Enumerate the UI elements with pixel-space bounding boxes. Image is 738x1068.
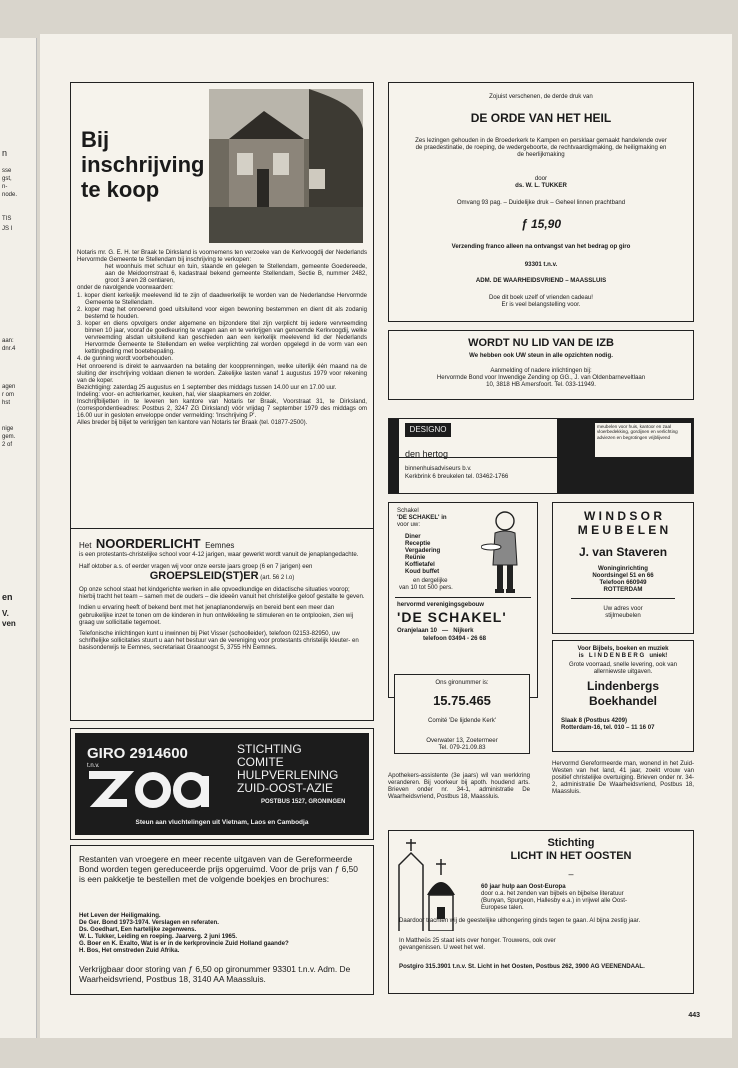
restanten-item: Ds. Goedhart, Een hartelijke zegenwens. <box>79 926 197 934</box>
schakel-intro1: Schakel <box>397 507 419 514</box>
windsor-l6: stijlmeubelen <box>605 612 641 619</box>
orde-shipping: Verzending franco alleen na ontvangst van het bedrag op giro <box>451 243 631 250</box>
zoa-panel <box>75 733 369 835</box>
schakel-item: Diner <box>405 533 421 540</box>
previous-page-fragment: node. <box>2 192 18 198</box>
waiter-illustration <box>481 509 529 595</box>
zoa-line: COMITE <box>237 755 284 769</box>
previous-page-fragment: dnr.4 <box>2 346 16 352</box>
school-p1: Op onze school staat het kindgerichte werken in alle opvoedkundige en didactische situaties voorop; hierbij tracht het team – samen met de ouders – die ideeën vanuit het christelijke geloof gestalte te geven. <box>79 586 365 601</box>
previous-page-edge <box>0 38 37 1038</box>
restanten-list <box>79 912 367 955</box>
schakel-item: Reünie <box>405 554 426 562</box>
schakel-item: Koud buffet <box>405 568 440 576</box>
house-photo <box>209 89 363 243</box>
linden-addr2: Rotterdam-16, tel. 010 – 11 16 07 <box>561 724 655 731</box>
designo-services: meubelen voor huis, kantoor en zaal vloerbedekking, gordijnen en verlichting adviezen en begrotingen vrijblijvend <box>595 423 691 457</box>
windsor-title2: M E U B E L E N <box>577 523 669 537</box>
school-start: Half oktober a.s. of eerder vragen wij voor onze eerste jaars groep (6 en 7 jarigen) een <box>79 563 313 571</box>
ad-lijdende-kerk <box>394 674 530 754</box>
windsor-l1: Woninginrichting <box>598 565 648 572</box>
ad-condition: 3. koper en diens opvolgers onder algemene en bijzondere titel zijn verplicht bij iedere vervreemding binnen 10 jaar, vooraf de goedkeuring te vragen aan en te verkrijgen van genoemde Kerkvoogdij, welke vervreemding alsdan uitsluitend kan geschieden aan een kerkelijk meelevend lid der Nederlands Hervormde Gemeente te Stellendam en welke verplichting zal worden opgelegd in de vorm van een kettingbeding met boetebepaling. <box>77 319 367 356</box>
designo-name: den hertog <box>405 449 449 459</box>
previous-page-fragment: aan: <box>2 338 14 344</box>
giro-addr1: Overwater 13, Zoetermeer <box>426 737 498 744</box>
previous-page-fragment: 2 of <box>2 442 13 448</box>
schakel-extra2: van 10 tot 500 pers. <box>399 584 453 591</box>
ad-intro: Notaris mr. G. E. H. ter Braak te Dirksland is voornemens ten verzoeke van de Kerkvoogdij der Nederlands Hervormde Gemeente te Stellendam bij inschrijving te verkopen: <box>77 249 367 264</box>
ad-object: het woonhuis met schuur en tuin, staande en gelegen te Stellendam, gemeente Goedereede, aan de Meidoornstraat 6, kadastraal bekend gemeente Stellendam, Sectie B, nummer 2482, groot 3 aren 28 centiaren, <box>105 263 367 285</box>
previous-page-fragment: agen <box>2 384 16 390</box>
zoa-line: HULPVERLENING <box>237 768 339 782</box>
linden-l1: Voor Bijbels, boeken en muziek <box>577 645 669 652</box>
ad-book-orde <box>388 82 694 322</box>
previous-page-fragment: en <box>2 592 13 602</box>
ad-lindenbergs <box>552 640 694 752</box>
page-number: 443 <box>688 1012 700 1019</box>
giro-label: Ons gironummer is: <box>435 679 489 686</box>
ad-windsor <box>552 502 694 634</box>
schakel-items <box>405 533 440 576</box>
orde-desc: Zes lezingen gehouden in de Broederkerk te Kampen en persklaar gemaakt handelende over de praedestinatie, de roeping, de wedergeboorte, de rechtvaardigmaking, de heiligmaking en de heerlijkmaking <box>415 137 667 159</box>
ad-condition: 4. de gunning wordt voorbehouden. <box>77 355 173 363</box>
ad-house-for-sale <box>70 82 374 550</box>
giro-number: 15.75.465 <box>433 693 491 708</box>
giro-org: Comité 'De lijdende Kerk' <box>427 717 497 724</box>
ad-izb <box>388 330 694 400</box>
ad-condition: 2. koper mag het onroerend goed uitsluitend voor eigen bewoning bestemmen en dient dit als zodanig bestemd te houden. <box>77 305 367 320</box>
previous-page-fragment: n- <box>2 184 8 190</box>
orde-price: ƒ 15,90 <box>520 217 562 231</box>
zoa-giro: GIRO 2914600 <box>87 745 188 762</box>
zoa-tnv: t.n.v. <box>87 763 100 769</box>
izb-line2: Hervormde Bond voor Inwendige Zending op GG., J. van Oldenbarneveltlaan <box>436 374 646 381</box>
previous-page-fragment: r om <box>2 392 14 398</box>
schakel-sub: hervormd verenigingsgebouw <box>397 601 485 608</box>
zoa-footer: Steun aan vluchtelingen uit Vietnam, Laos en Cambodja <box>135 819 309 826</box>
ad-layout: Indeling: voor- en achterkamer, keuken, hal, vier slaapkamers en zolder. <box>77 390 272 398</box>
ad-viewing: Bezichtiging: zaterdag 25 augustus en 1 september des middags tussen 14.00 uur en 17.00 uur. <box>77 383 337 391</box>
magazine-page <box>40 34 732 1038</box>
schakel-phone: telefoon 03494 - 26 68 <box>423 635 486 642</box>
izb-title: WORDT NU LID VAN DE IZB <box>468 337 614 349</box>
designo-bar <box>389 419 399 493</box>
ad-designo <box>388 418 694 494</box>
school-prefix: Het <box>79 541 92 550</box>
schakel-extra1: en dergelijke <box>413 577 448 584</box>
windsor-owner: J. van Staveren <box>578 545 668 559</box>
licht-dash: – <box>568 869 574 879</box>
orde-author: ds. W. L. TUKKER <box>515 182 567 189</box>
izb-line3: 10, 3818 HB Amersfoort. Tel. 033-11949. <box>486 381 596 388</box>
previous-page-fragment: ven <box>2 619 16 628</box>
previous-page-fragment: gst, <box>2 176 12 182</box>
restanten-intro: Restanten van vroegere en meer recente uitgaven van de Gereformeerde Bond worden tegen gereduceerde prijs opgeruimd. Voor de prijs van ƒ 6,50 is een pakketje te bestellen met de volgende boekjes en brochures: <box>79 854 358 884</box>
schakel-item: Receptie <box>405 540 431 548</box>
windsor-l5: Uw adres voor <box>603 605 643 612</box>
previous-page-fragment: JS I <box>2 226 13 232</box>
ad-school-vacancy <box>70 528 374 721</box>
izb-line1: Aanmelding of nadere inlichtingen bij: <box>490 367 592 374</box>
previous-page-fragment: n <box>2 148 8 158</box>
schakel-divider <box>395 597 531 598</box>
previous-page-fragment: TIS <box>2 216 12 222</box>
restanten-item: W. L. Tukker, Leiding en roeping. Jaarverg. 2 juni 1965. <box>79 933 238 941</box>
schakel-item: Vergadering <box>405 547 441 555</box>
zoa-org <box>237 743 338 795</box>
windsor-divider <box>571 598 675 599</box>
windsor-l4: ROTTERDAM <box>603 586 643 593</box>
licht-p1: Daardoor trachten wij de geestelijke uithongering ginds tegen te gaan. Al bijna zestig jaar. <box>399 917 641 924</box>
licht-body: door o.a. het zenden van bijbels en bijbelse literatuur (Bunyan, Spurgeon, Hallesby e.a.) in vrijwel alle Oost-Europese talen. <box>481 890 627 912</box>
orde-gift2: Er is veel belangstelling voor. <box>501 301 581 308</box>
linden-name2: Boekhandel <box>588 694 657 708</box>
school-body <box>79 551 365 651</box>
windsor-l2: Noordsingel 51 en 66 <box>592 572 654 579</box>
schakel-address: Oranjelaan 10 — Nijkerk <box>397 627 474 634</box>
ad-info: Alles breder bij biljet te verkrijgen ten kantore van Notaris ter Braak (tel. 01877-2500). <box>77 419 308 427</box>
licht-title1: Stichting <box>547 837 595 849</box>
giro-addr2: Tel. 079-21.09.83 <box>438 744 486 751</box>
school-role: GROEPSLEID(ST)ER <box>149 570 259 583</box>
linden-addr1: Slaak 8 (Postbus 4209) <box>561 717 628 724</box>
schakel-intro2: 'DE SCHAKEL' in <box>397 514 447 521</box>
designo-line2: Kerkbrink 6 breukelen tel. 03462-1766 <box>405 473 509 480</box>
ad-licht-in-het-oosten <box>388 830 694 994</box>
designo-logo: DESIGNO <box>405 423 451 437</box>
zoa-line: STICHTING <box>237 742 302 756</box>
zoa-logo <box>87 771 219 809</box>
licht-giro: Postgiro 315.3901 t.n.v. St. Licht in het Oosten, Postbus 262, 3900 AG VEENENDAAL. <box>399 963 645 970</box>
ad-zoa <box>70 728 374 840</box>
orde-pre: Zojuist verschenen, de derde druk van <box>489 93 593 100</box>
licht-head: 60 jaar hulp aan Oost-Europa <box>481 883 566 890</box>
restanten-item: H. Bos, Het omstreden Zuid Afrika. <box>79 947 180 955</box>
licht-p2: In Mattheüs 25 staat iets over honger. Trouwens, ook over gevangenissen. U weet het wel. <box>399 937 556 952</box>
linden-l3: Grote voorraad, snelle levering, ook van allerniewste uitgaven. <box>568 661 678 676</box>
orde-adm: ADM. DE WAARHEIDSVRIEND – MAASSLUIS <box>475 277 607 284</box>
previous-page-fragment: V. <box>2 609 9 618</box>
previous-page-fragment: sse <box>2 168 12 174</box>
orde-title: DE ORDE VAN HET HEIL <box>470 111 612 125</box>
school-intro: is een protestants-christelijke school voor 4-12 jarigen, waar gewerkt wordt vanuit de jenaplangedachte. <box>79 551 359 558</box>
previous-page-fragment: nige <box>2 426 14 432</box>
linden-l2: is L I N D E N B E R G uniek! <box>578 652 668 659</box>
ad-schakel <box>388 502 538 698</box>
restanten-item: Het Leven der Heiligmaking. <box>79 912 161 919</box>
schakel-intro3: voor uw: <box>397 521 421 528</box>
designo-line1: binnenhuisadviseurs b.v. <box>405 465 472 472</box>
ad-conditions-intro: onder de navolgende voorwaarden: <box>77 284 173 292</box>
previous-page-fragment: hst <box>2 400 11 406</box>
windsor-title1: W I N D S O R <box>584 509 662 523</box>
ad-registration: Inschrijfbiljetten in te leveren ten kantore van Notaris ter Braak, Voorstraat 31, te Dirksland, (correspondentieadres: Postbus 2, 3247 ZG Dirksland) vóór vrijdag 7 september 1979 des middags om 16.00 uur in gesloten enveloppe onder vermelding: 'Inschrijving P'. <box>77 397 367 420</box>
restanten-item: G. Boer en K. Exalto, Wat is er in de kerkprovincie Zuid Holland gaande? <box>79 940 289 948</box>
school-p2: Indien u ervaring heeft of bekend bent met het jenaplanonderwijs en bereid bent een meer dan gebruikelijke inzet te tonen om de kinderen in hun ontwikkeling te stimuleren en te ontplooien, zien wij graag uw sollicitatie tegemoet. <box>79 604 354 626</box>
school-p3: Telefonische inlichtingen kunt u inwinnen bij Piet Visser (schoolleider), telefoon 02153-82950, uw schriftelijke sollicitaties stuurt u aan het bestuur van de vereniging voor protestants christelijk kleuter- en basisonderwijs te Eemnes, secretariaat Graanoogst 5, 3755 HN Eemnes. <box>79 629 359 651</box>
zoa-line: ZUID-OOST-AZIE <box>237 781 333 795</box>
orde-giro: 93301 t.n.v. <box>524 261 558 268</box>
ad-body <box>77 249 367 426</box>
licht-title2: LICHT IN HET OOSTEN <box>510 850 632 862</box>
school-place: Eemnes <box>205 541 235 550</box>
linden-name1: Lindenbergs <box>586 679 659 693</box>
zoa-postbus: POSTBUS 1527, GRONINGEN <box>261 799 346 805</box>
restanten-outro: Verkrijgbaar door storing van ƒ 6,50 op gironummer 93301 t.n.v. Adm. De Waarheidsvriend, Postbus 18, 3140 AA Maassluis. <box>79 964 351 984</box>
orde-format: Omvang 93 pag. – Duidelijke druk – Geheel linnen prachtband <box>456 199 626 206</box>
restanten-item: De Ger. Bond 1973-1974. Verslagen en referaten. <box>79 919 219 927</box>
schakel-name: 'DE SCHAKEL' <box>397 609 507 625</box>
orde-door: door <box>534 175 548 182</box>
ad-restanten <box>70 845 374 995</box>
school-name: NOORDERLICHT <box>95 536 201 551</box>
schakel-item: Koffietafel <box>405 561 435 569</box>
izb-sub: We hebben ook UW steun in alle opzichten nodig. <box>469 352 613 359</box>
orde-gift1: Doe dit boek uzelf of vrienden cadeau! <box>488 294 593 301</box>
ad-condition: 1. koper dient kerkelijk meelevend lid te zijn of daadwerkelijk te worden van de Nederlandse Hervormde Gemeente te Stellendam. <box>77 291 367 306</box>
ad-title: Bij inschrijving te koop <box>81 127 205 202</box>
ad-payment: Het onroerend is direkt te aanvaarden na betaling der koopprenningen, welke uiterlijk één maand na de sluiting der inschrijving voldaan dienen te worden. Zakelijke lasten vanaf 1 augustus 1979 voor rekening van de koper. <box>77 362 367 384</box>
windsor-l3: Telefoon 660949 <box>599 579 647 586</box>
school-role-note: (art. 56 2 l.o) <box>260 575 295 582</box>
ad-apothekers-assistente: Apothekers-assistente (3e jaars) wil van werkkring veranderen. Bij voorkeur bij apoth. houdend arts. Brieven onder nr. 34-1, administratie De Waarheidsvriend, Postbus 18, Maassluis. <box>388 772 530 801</box>
previous-page-fragment: gem. <box>2 434 16 440</box>
ad-hervormd-man: Hervormd Gereformeerde man, wonend in het Zuid-Westen van het land, 41 jaar, zoekt vrouw van positief christelijke overtuiging. Brieven onder nr. 34-2, administratie De Waarheidsvriend, Postbus 18, Maassluis. <box>552 760 694 796</box>
school-role-line <box>79 570 365 583</box>
